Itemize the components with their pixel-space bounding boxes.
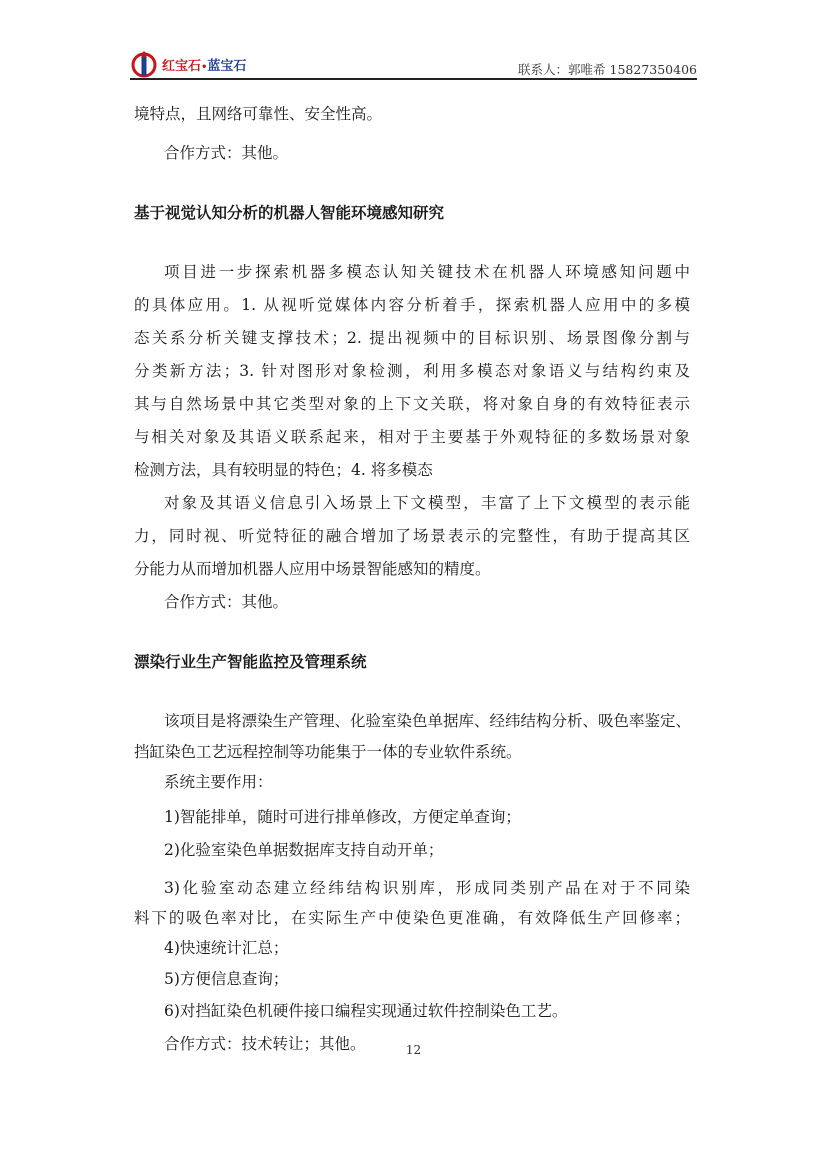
paragraph-line: 力，同时视、听觉特征的融合增加了场景表示的完整性，有助于提高其区 xyxy=(134,527,690,545)
company-logo xyxy=(130,50,246,78)
logo-wordmark: 红宝石•蓝宝石 xyxy=(162,58,247,74)
cooperation-mode-2: 合作方式：其他。 xyxy=(164,593,289,611)
section-title-dyeing-system: 漂染行业生产智能监控及管理系统 xyxy=(134,653,367,671)
continued-paragraph-line: 境特点，且网络可靠性、安全性高。 xyxy=(134,105,383,123)
list-item: 2)化验室染色单据数据库支持自动开单； xyxy=(164,841,444,859)
page-number: 12 xyxy=(405,1043,422,1057)
cooperation-mode-3: 合作方式：技术转让；其他。 xyxy=(164,1035,366,1053)
ruby-sapphire-logo-icon xyxy=(130,50,158,78)
paragraph-line: 项目进一步探索机器多模态认知关键技术在机器人环境感知问题中 xyxy=(164,263,690,281)
list-item: 4)快速统计汇总； xyxy=(164,939,289,957)
paragraph-line: 该项目是将漂染生产管理、化验室染色单据库、经纬结构分析、吸色率鉴定、 xyxy=(164,712,692,730)
paragraph-line: 与相关对象及其语义联系起来，相对于主要基于外观特征的多数场景对象 xyxy=(134,428,690,446)
functions-heading: 系统主要作用： xyxy=(164,773,273,791)
paragraph-line: 分类新方法；3. 针对图形对象检测，利用多模态对象语义与结构约束及 xyxy=(134,362,690,380)
list-item: 3)化验室动态建立经纬结构识别库，形成同类别产品在对于不同染 xyxy=(164,879,690,897)
list-item: 1)智能排单，随时可进行排单修改，方便定单查询； xyxy=(164,808,521,826)
header-divider xyxy=(130,78,697,80)
paragraph-line: 态关系分析关键支撑技术；2. 提出视频中的目标识别、场景图像分割与 xyxy=(134,329,690,347)
contact-info: 联系人：郭唯希 15827350406 xyxy=(518,62,697,77)
paragraph-line: 检测方法，具有较明显的特色；4. 将多模态 xyxy=(134,461,433,479)
paragraph-line: 对象及其语义信息引入场景上下文模型，丰富了上下文模型的表示能 xyxy=(164,494,690,512)
section-title-robot-perception: 基于视觉认知分析的机器人智能环境感知研究 xyxy=(134,204,445,222)
paragraph-line: 挡缸染色工艺远程控制等功能集于一体的专业软件系统。 xyxy=(134,743,522,761)
list-item: 6)对挡缸染色机硬件接口编程实现通过软件控制染色工艺。 xyxy=(164,1002,568,1020)
paragraph-line: 的具体应用。1. 从视听觉媒体内容分析着手，探索机器人应用中的多模 xyxy=(134,296,690,314)
page-header xyxy=(130,50,697,80)
cooperation-mode-1: 合作方式：其他。 xyxy=(164,144,289,162)
list-item-continued: 料下的吸色率对比，在实际生产中使染色更准确，有效降低生产回修率； xyxy=(134,909,690,927)
list-item: 5)方便信息查询； xyxy=(164,970,289,988)
paragraph-line: 分能力从而增加机器人应用中场景智能感知的精度。 xyxy=(134,560,491,578)
paragraph-line: 其与自然场景中其它类型对象的上下文关联，将对象自身的有效特征表示 xyxy=(134,395,690,413)
